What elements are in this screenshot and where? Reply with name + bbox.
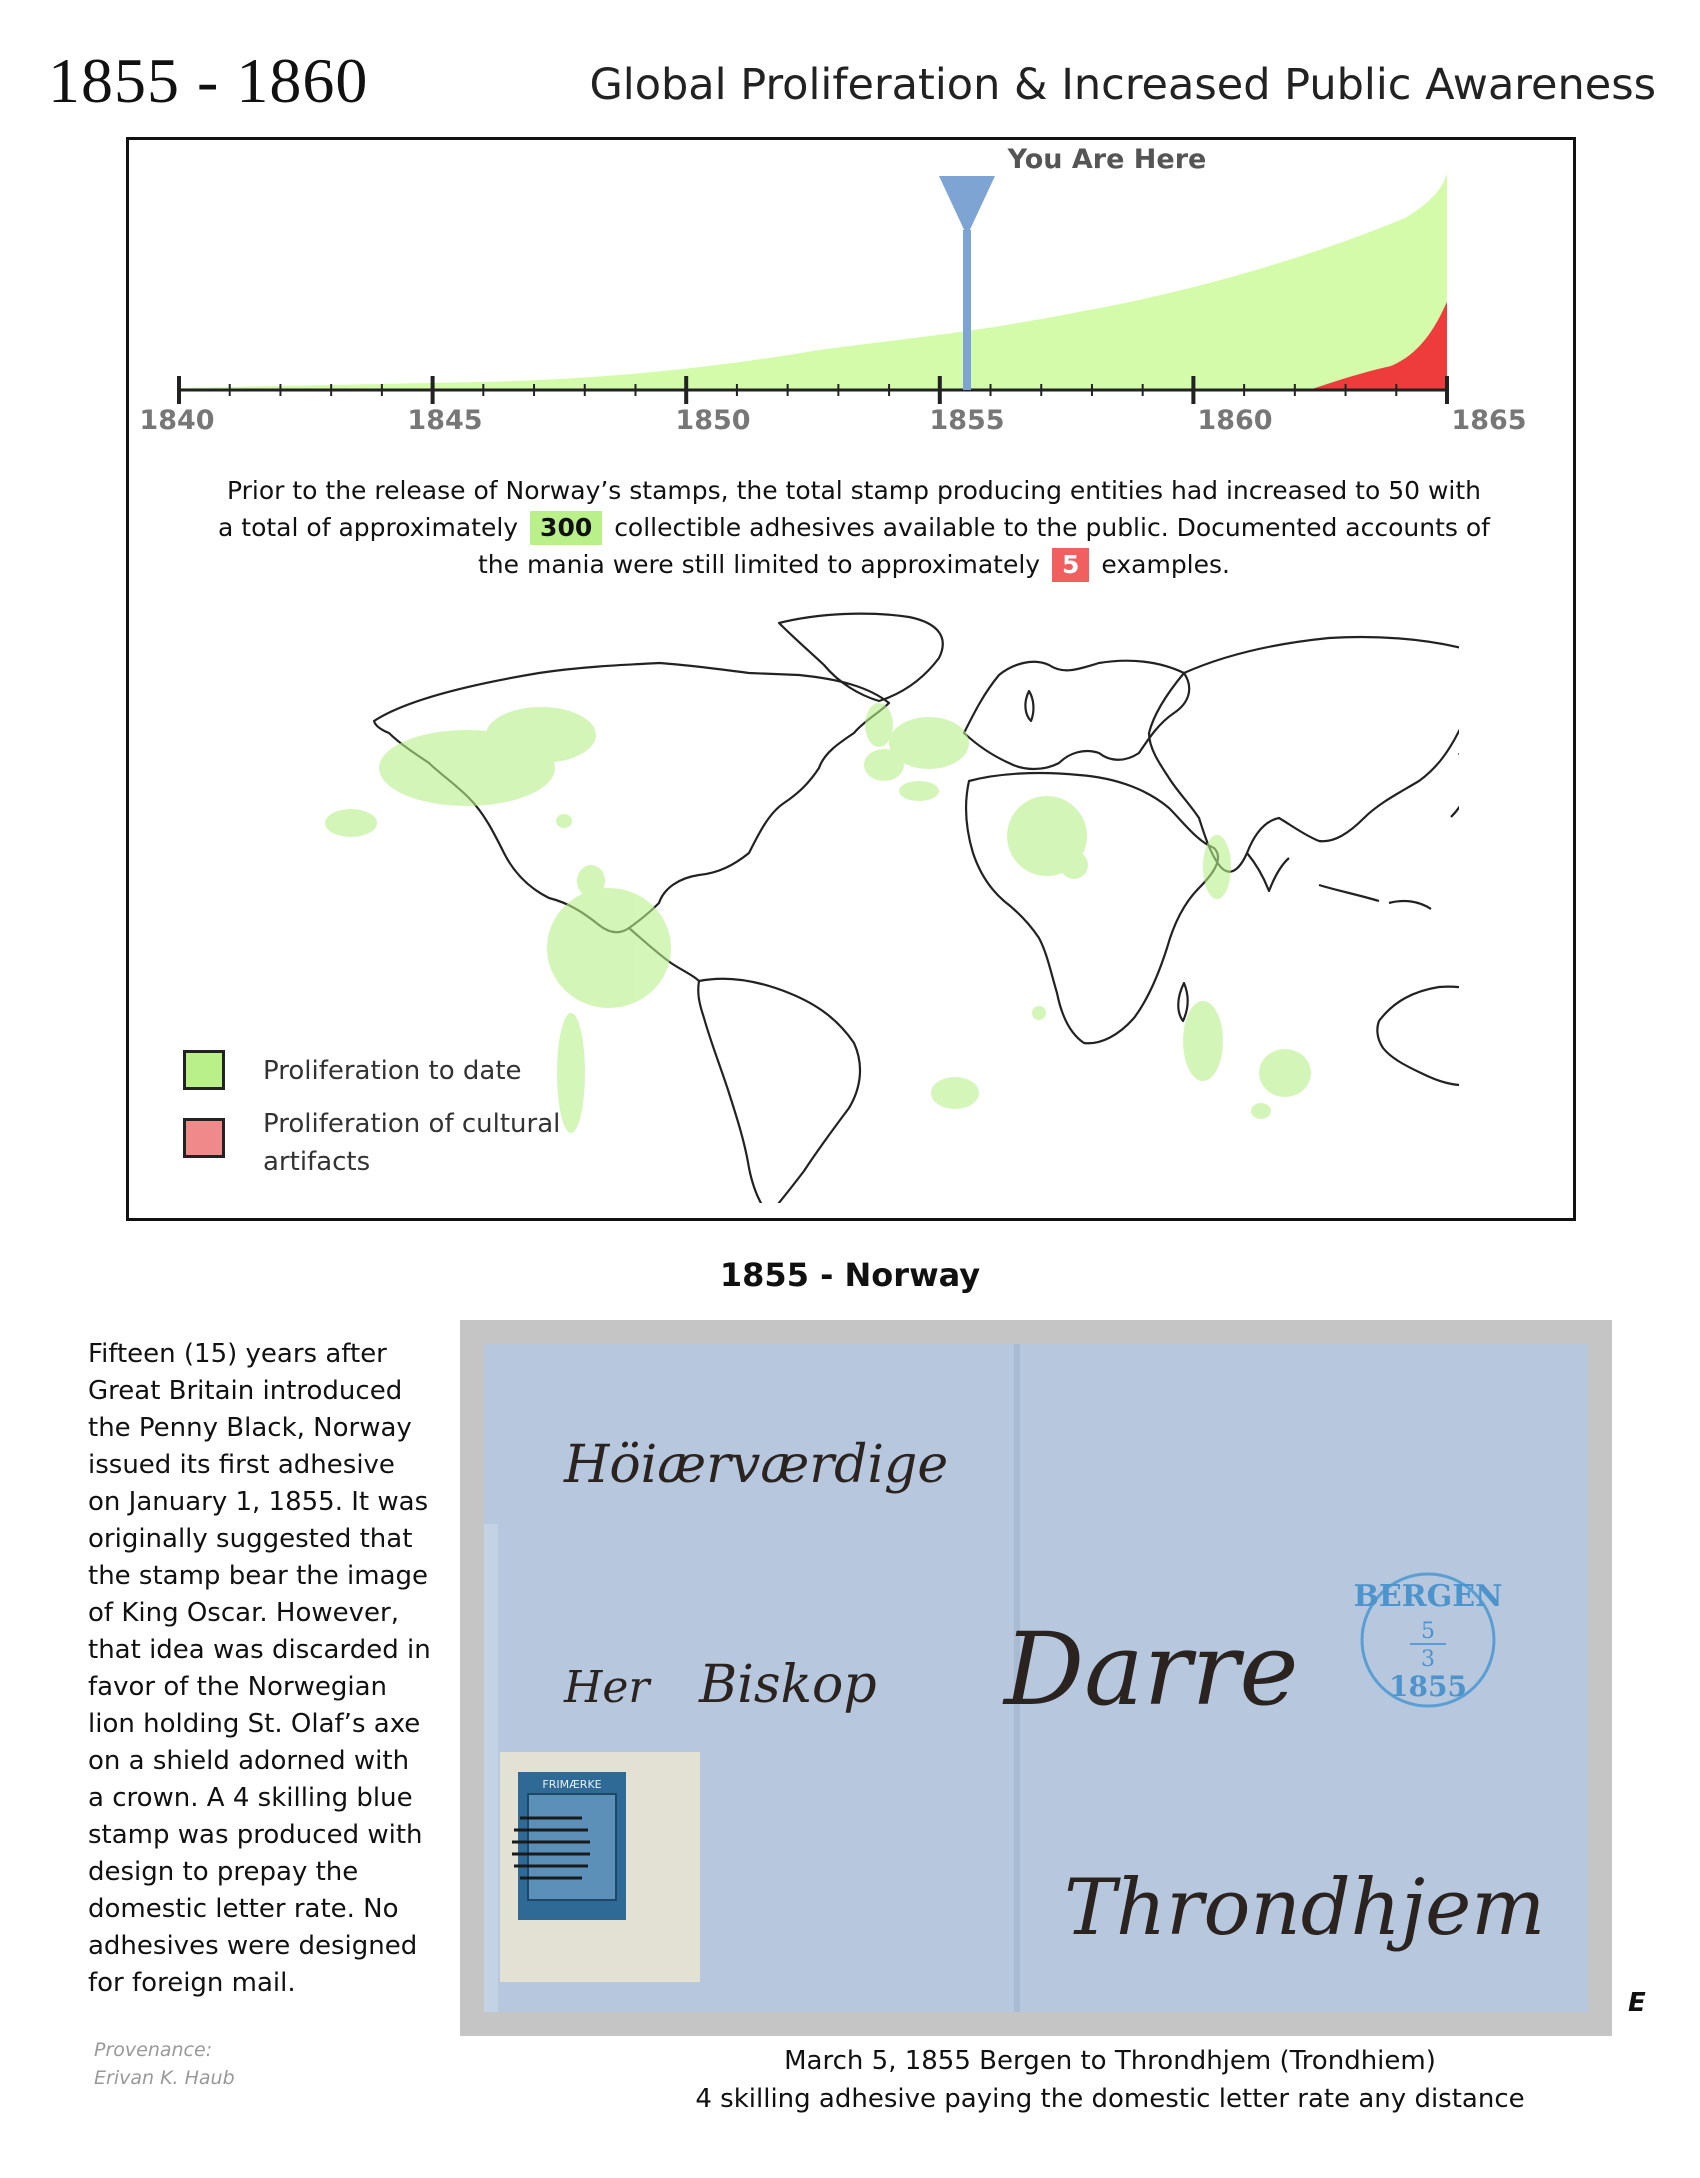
region-canada <box>486 707 596 763</box>
provenance-name: Erivan K. Haub <box>94 2067 235 2089</box>
cover-salutation: Höiærværdige <box>564 1435 949 1495</box>
cover-addressee-name: Darre <box>1004 1611 1299 1728</box>
timeline-chart <box>129 140 1573 470</box>
legend-label-cultural: Proliferation of cultural artifacts <box>263 1109 561 1177</box>
region-britain <box>865 703 893 747</box>
you-are-here-label: You Are Here <box>1007 144 1207 175</box>
postmark-town: BERGEN <box>1353 1579 1503 1614</box>
summary-line-2 <box>189 509 1519 546</box>
legend-swatch-cultural <box>183 1118 225 1158</box>
tick-label-1855: 1855 <box>929 405 1005 436</box>
adhesives-count-badge: 300 <box>530 511 602 545</box>
region-south-africa <box>931 1077 979 1109</box>
exhibit-mark: E <box>1628 1988 1646 2018</box>
japan-outline <box>1451 753 1459 817</box>
summary-line-3-before: the mania were still limited to approximately <box>478 550 1041 579</box>
cover-left-edge <box>484 1524 498 2012</box>
provenance <box>94 2036 235 2092</box>
region-ceylon <box>1060 851 1088 879</box>
provenance-label: Provenance: <box>94 2039 213 2061</box>
india-outline <box>1247 853 1289 891</box>
legend-label-proliferation: Proliferation to date <box>263 1056 522 1086</box>
region-mauritius <box>1032 1006 1046 1020</box>
accounts-count-badge: 5 <box>1052 548 1089 582</box>
region-spain <box>864 749 904 781</box>
year-range-title: 1855 - 1860 <box>48 45 369 116</box>
region-caribbean <box>556 814 572 828</box>
indonesia-outline <box>1319 885 1431 909</box>
summary-line-3-after: examples. <box>1101 550 1230 579</box>
postmark-year: 1855 <box>1389 1670 1467 1703</box>
postmark-day: 5 <box>1421 1619 1435 1644</box>
description-text: Fifteen (15) years after Great Britain introduced the Penny Black, Norway issued its first adhesive on January 1, 1855. It was originally suggested that the stamp bear the image of King Oscar. However, that idea was discarded in favor of the Norwegian lion holding St. Olaf’s axe on a shield adorned with a crown. A 4 skilling blue stamp was produced with design to prepay the domestic letter rate. No adhesives were designed for foreign mail. <box>88 1339 431 1998</box>
region-philippines <box>1203 835 1231 899</box>
postmark-month: 3 <box>1421 1647 1435 1672</box>
summary-text <box>189 472 1519 583</box>
cover-image <box>484 1344 1588 2012</box>
region-west-australia <box>1183 1001 1223 1081</box>
summary-line-2-after: collectible adhesives available to the public. Documented accounts of <box>614 513 1490 542</box>
you-are-here-line <box>963 230 971 390</box>
caption-line-1: March 5, 1855 Bergen to Throndhjem (Trondhiem) <box>784 2046 1436 2076</box>
caption-line-2: 4 skilling adhesive paying the domestic letter rate any distance <box>695 2084 1525 2114</box>
page-title: Global Proliferation & Increased Public Awareness <box>589 60 1656 110</box>
region-east-australia <box>1259 1049 1311 1097</box>
cover-caption <box>560 2042 1660 2118</box>
cover-addressee-her: Her <box>564 1662 650 1713</box>
cover-image-frame <box>460 1320 1612 2036</box>
australia-outline <box>1377 987 1459 1086</box>
region-tasmania <box>1251 1103 1271 1119</box>
summary-line-3 <box>189 546 1519 583</box>
proliferation-area <box>179 172 1447 390</box>
tick-label-1850: 1850 <box>675 405 751 436</box>
overview-panel <box>126 137 1576 1221</box>
stamp-text: FRIMÆRKE <box>542 1778 602 1791</box>
summary-line-1: Prior to the release of Norway’s stamps, the total stamp producing entities had increased to 50 with <box>226 476 1482 505</box>
summary-line-2-before: a total of approximately <box>218 513 519 542</box>
region-brazil <box>547 888 671 1008</box>
you-are-here-pointer <box>939 176 995 236</box>
section-title: 1855 - Norway <box>719 1256 981 1294</box>
madagascar-outline <box>1178 983 1187 1021</box>
tick-label-1860: 1860 <box>1197 405 1273 436</box>
tick-label-1845: 1845 <box>407 405 483 436</box>
british-isles-outline <box>1025 691 1033 721</box>
region-hawaii <box>325 809 377 837</box>
legend-swatch-proliferation <box>183 1050 225 1090</box>
cover-addressee-title: Biskop <box>699 1655 877 1715</box>
africa-outline <box>966 773 1218 1043</box>
region-north-africa <box>899 781 939 801</box>
south-america-outline <box>698 979 860 1203</box>
tick-label-1840: 1840 <box>139 405 215 436</box>
stamp-inner-frame <box>528 1794 616 1900</box>
tick-label-1865: 1865 <box>1451 405 1527 436</box>
cover-destination: Throndhjem <box>1064 1863 1546 1953</box>
